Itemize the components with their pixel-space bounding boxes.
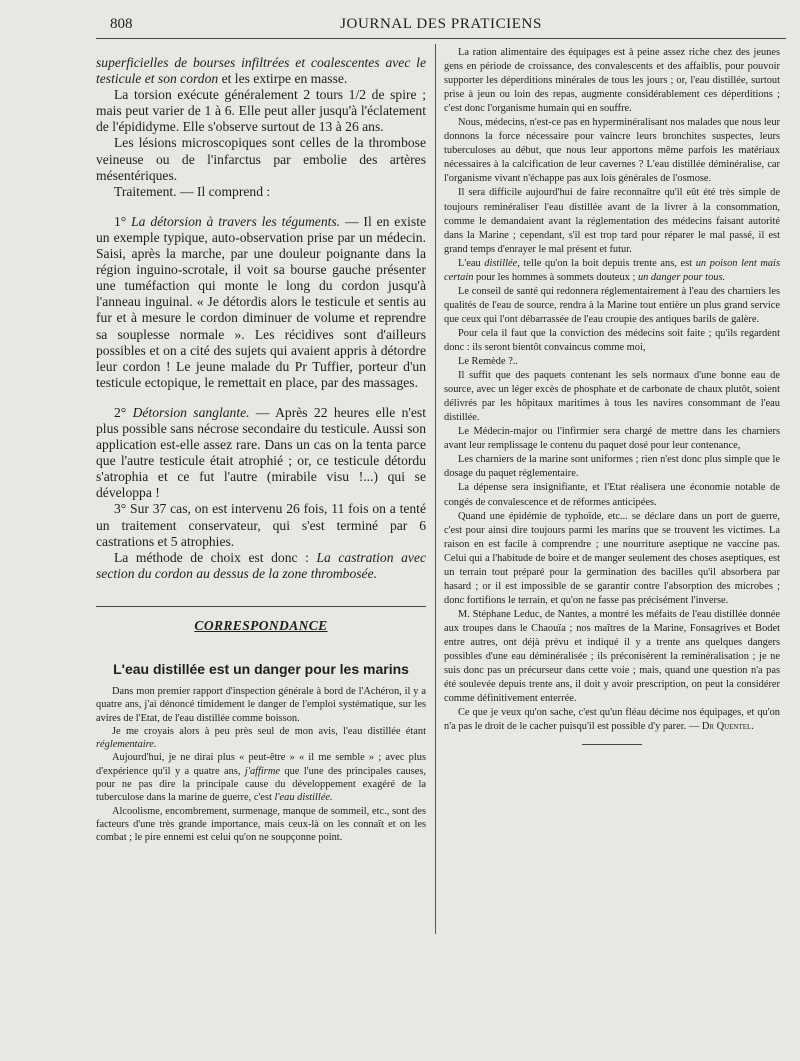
paragraph: La méthode de choix est donc : La castration avec section du cordon au dessus de la zone thrombosée. bbox=[96, 549, 426, 581]
paragraph: Dans mon premier rapport d'inspection générale à bord de l'Achéron, il y a quatre ans, j'ai dénoncé timidement le danger de l'emploi systématique, sur les avires de l'Etat, de l'eau distillée comme boisson. bbox=[96, 685, 426, 724]
torsion-article-continued bbox=[96, 55, 426, 582]
paragraph: Il suffit que des paquets contenant les sels normaux d'une bonne eau de source, avec un léger excès de phosphate et de carbonate de chaux plutôt, soient délivrés par les hôpitaux maritimes à tous les navires consommant de l'eau distillée. bbox=[444, 370, 780, 424]
paragraph: La dépense sera insignifiante, et l'Etat réalisera une économie notable de congés de convalescence et de réformes anticipées. bbox=[444, 482, 780, 508]
eau-distillee-article bbox=[96, 685, 426, 845]
paragraph: Ce que je veux qu'on sache, c'est qu'un fléau décime nos équipages, et qu'on n'a pas le droit de le cacher puisqu'il est possible d'y parer. — Dr Quentel. bbox=[444, 707, 780, 733]
paragraph: Traitement. — Il comprend : bbox=[114, 183, 271, 199]
article-title: L'eau distillée est un danger pour les marins bbox=[113, 660, 409, 677]
paragraph: Les lésions microscopiques sont celles de la thrombose veineuse ou de l'infarctus par embolie des artères mésentériques. bbox=[96, 135, 426, 183]
paragraph: 3° Sur 37 cas, on est intervenu 26 fois, 11 fois on a tenté un traitement conservateur, qui s'est terminé par 6 castrations et 5 atrophies. bbox=[96, 501, 426, 549]
signature: Dr Quentel. bbox=[701, 721, 754, 733]
left-column bbox=[96, 55, 426, 844]
paragraph: superficielles de bourses infiltrées et coalescentes avec le testicule et son cordon et les extirpe en masse. bbox=[96, 55, 426, 87]
paragraph: L'eau distillée, telle qu'on la boit depuis trente ans, est un poison lent mais certain pour les hommes à sommets douteux ; un danger pour tous. bbox=[444, 257, 780, 283]
column-divider bbox=[435, 44, 436, 934]
paragraph: Pour cela il faut que la conviction des médecins soit faite ; qu'ils regardent donc : ils seront bientôt convaincus comme moi, bbox=[444, 327, 780, 353]
paragraph: Nous, médecins, n'est-ce pas en hyperminéralisant nos malades que nous leur donnons la force nécessaire pour vaincre leurs bronchites suspectes, leurs tuberculoses au début, que nous leur apportons même parfois les matériaux nécessaires à la calcification de leur cavernes ? L'eau distillée déminéralise, car l'organisme vivant n'échappe pas aux lois générales de l'osmose. bbox=[444, 117, 780, 185]
paragraph: 1° La détorsion à travers les téguments. — Il en existe un exemple typique, auto-observation prise par un médecin. Saisi, après la marche, par une douleur poignante dans la région inguino-scrotale, il voit sa bourse gauche présenter une tuméfaction qui monte le long du cordon jusqu'à l'anneau inguinal. « Je détordis alors le testicule et sentis au fur et à mesure le cordon diminuer de volume et reprendre sa souplesse normale ». Les récidives sont d'ailleurs possibles et on a cité des sujets qui avaient appris à détordre leur cordon ! Le jeune malade du Pr Tuffier, porteur d'un testicule ectopique, le remettait en place, par des massages. bbox=[96, 213, 426, 390]
paragraph: Le Médecin-major ou l'infirmier sera chargé de mettre dans les charniers avant leur remplissage le contenu du paquet dosé pour leur contenance, bbox=[444, 426, 780, 452]
section-heading: CORRESPONDANCE bbox=[96, 606, 426, 635]
paragraph: Le conseil de santé qui redonnera réglementairement à l'eau des charniers les qualités de l'eau de source, rendra à la Marine tout entière un plus grand service que ceux qui l'ont débarrassée de l'eau croupie des antiques barils de galère. bbox=[444, 285, 780, 325]
paragraph: La ration alimentaire des équipages est à peine assez riche chez des jeunes gens en période de croissance, des convalescents et des affaiblis, pour pouvoir supporter les déperditions minérales de tous les jours ; or, l'eau distillée, surtout prise à jeun ou loin des repas, augmente considérablement ces déperditions ; c'est donc l'organisme humain qui en souffre. bbox=[444, 47, 780, 115]
page-header bbox=[96, 14, 786, 39]
paragraph: Quand une épidémie de typhoïde, etc... se déclare dans un port de guerre, c'est pour ainsi dire toujours parmi les marins que se trouvent les victimes. La raison en est facile à comprendre ; une nourriture aseptique ne vaccine pas. Celui qui a l'habitude de boire et de manger seulement des choses aseptiques, est un terrain tout préparé pour la germination des bacilles qu'il absorbera par hasard ; or il est impossible de se garantir contre l'absorption des microbes ; donc fortifions le terrain, et qu'on ne fasse pas précisément l'inverse. bbox=[444, 510, 780, 606]
paragraph: La torsion exécute généralement 2 tours 1/2 de spire ; mais peut varier de 1 à 6. Elle peut aller jusqu'à l'éclatement de l'épididyme. Elle s'observe surtout de 13 à 26 ans. bbox=[96, 87, 426, 135]
paragraph: Aujourd'hui, je ne dirai plus « peut-être » « il me semble » ; avec plus d'expérience qu'il y a quatre ans, j'affirme que l'une des principales causes, pour ne pas dire la principale cause du développement exagéré de la tuberculose dans la marine de guerre, c'est l'eau distillée. bbox=[96, 752, 426, 804]
paragraph: Il sera difficile aujourd'hui de faire reconnaître qu'il eût été très simple de toujours reminéraliser l'eau distillée avant de la livrer à la consommation, comme le demandaient avant la réglementation des médecins faisant autorité dans la Marine ; cependant, s'il est trop tard pour réparer le mal passé, il est grand temps d'enrayer le mal présent et futur. bbox=[444, 187, 780, 255]
right-column bbox=[444, 46, 780, 745]
paragraph: M. Stéphane Leduc, de Nantes, a montré les méfaits de l'eau distillée donnée aux troupes dans le Chaouïa ; nos maîtres de la Marine, Fonsagrives et Bodet entre autres, ont déjà prévu et indiqué il y a trente ans quelques dangers possibles d'une eau déminéralisée ; ils préconisèrent la reminéralisation ; je ne suis donc pas un précurseur dans cette voie ; mais, quand une question n'a pas été soulevée depuis trente ans, il doit y avoir prescription, on peut la considérer comme définitivement enterrée. bbox=[444, 608, 780, 705]
paragraph: Le Remède ?.. bbox=[458, 356, 519, 368]
paragraph: Je me croyais alors à peu près seul de mon avis, l'eau distillée étant réglementaire. bbox=[96, 725, 426, 751]
paragraph: Alcoolisme, encombrement, surmenage, manque de sommeil, etc., sont des facteurs d'une très grande importance, mais ceux-là on les connaît et on les combat ; le pire ennemi est celui qu'on ne soupçonne point. bbox=[96, 805, 426, 844]
paragraph: 2° Détorsion sanglante. — Après 22 heures elle n'est plus possible sans nécrose secondaire du testicule. Aussi son application est-elle assez rare. Dans un cas on la tenta parce que l'autre testicule était atrophié ; or, ce testicule détordu s'atrophia et ce fut l'autre (mirabile visu !...) qui se développa ! bbox=[96, 404, 426, 501]
page-number: 808 bbox=[110, 16, 133, 32]
end-rule bbox=[582, 744, 642, 745]
paragraph: Les charniers de la marine sont uniformes ; rien n'est donc plus simple que le dosage du paquet réglementaire. bbox=[444, 454, 780, 480]
journal-title: JOURNAL DES PRATICIENS bbox=[340, 16, 542, 32]
